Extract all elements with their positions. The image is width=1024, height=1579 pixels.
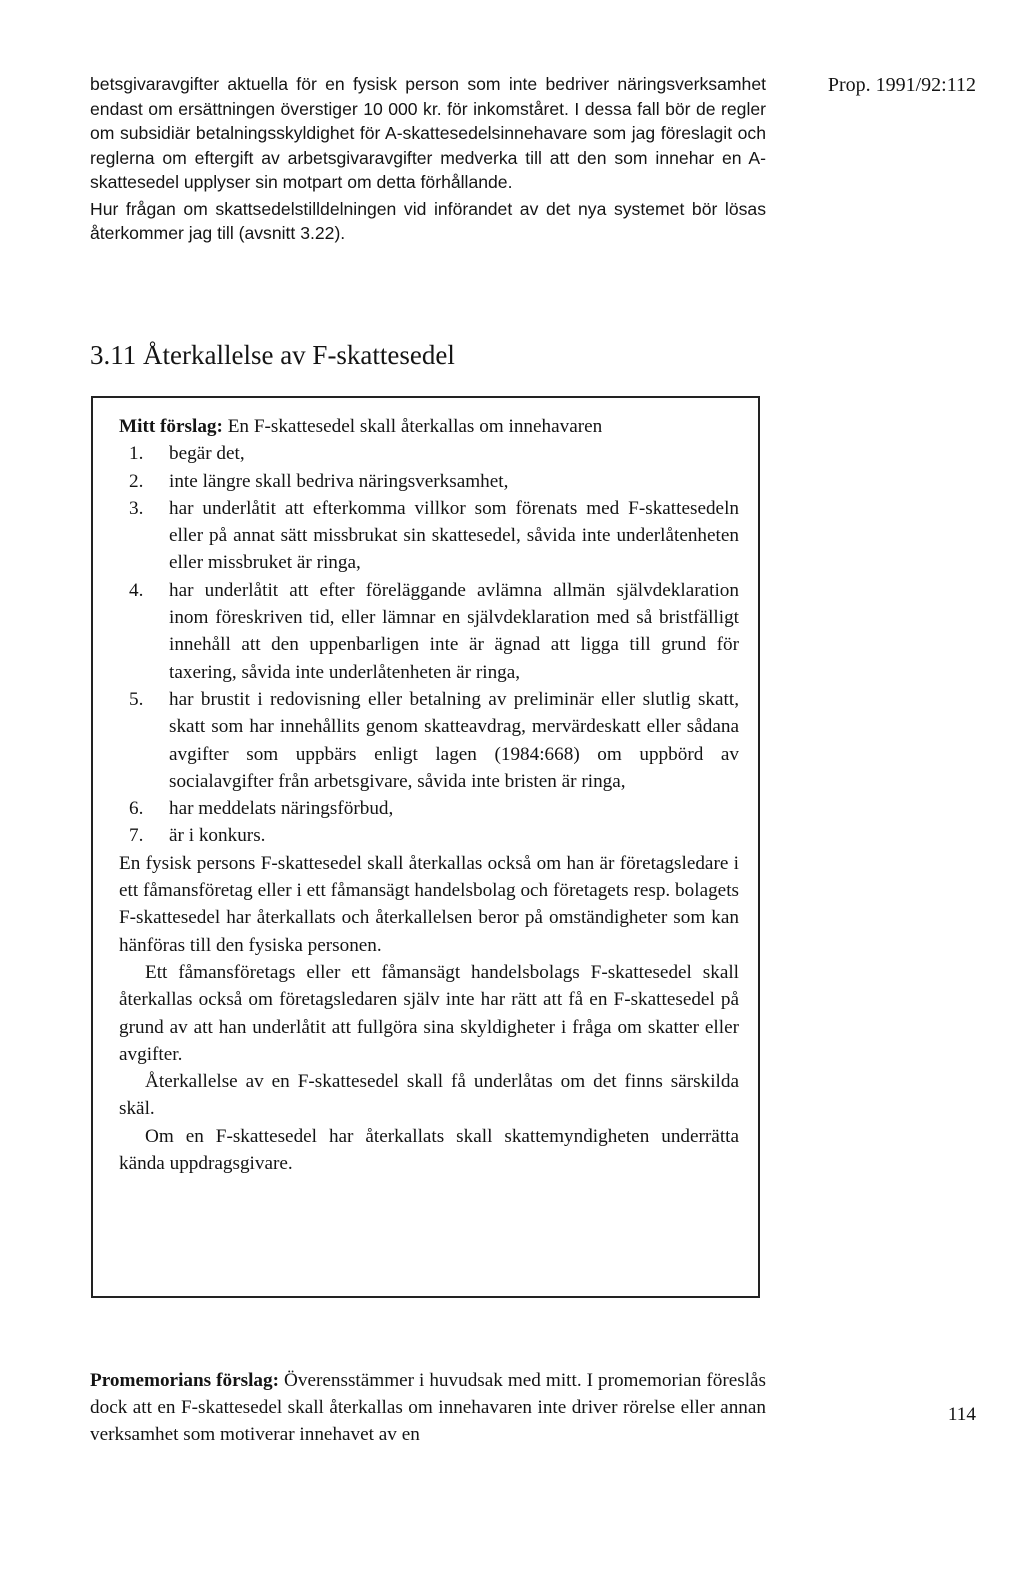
proposal-paragraph: Återkallelse av en F-skattesedel skall få underlåtas om det finns särskilda skäl.	[119, 1071, 739, 1120]
condition-text: har meddelats näringsförbud,	[169, 798, 394, 820]
conditions-list	[119, 440, 739, 849]
proposal-lead-text: En F-skattesedel skall återkallas om innehavaren	[227, 416, 603, 437]
condition-text: har brustit i redovisning eller betalning av preliminär eller slutlig skatt, skatt som har innehållits genom skatteavdrag, mervärdeskatt eller sådana avgifter som uppbärs enligt lagen (1984:668) om uppbörd av socialavgifter från arbetsgivare, såvida inte bristen är ringa,	[169, 688, 739, 792]
proposal-lead	[119, 413, 739, 440]
intro-paragraph: betsgivaravgifter aktuella för en fysisk person som inte bedriver näringsverksamhet endast om ersättningen överstiger 10 000 kr. för inkomståret. I dessa fall bör de regler om subsidiär betalningsskyldighet för A-skattesedelsinnehavare som jag föreslagit och reglerna om eftergift av arbetsgivaravgifter medverka till att den som innehar en A-skattesedel upplyser sin motpart om detta förhållande.	[90, 74, 766, 192]
condition-item	[119, 468, 739, 495]
condition-text: har underlåtit att efterkomma villkor som förenats med F-skattesedeln eller på annat sätt missbrukat sin skattesedel, såvida inte underlåtenheten eller missbruket är ringa,	[169, 497, 739, 574]
condition-number: 4.	[129, 579, 144, 601]
section-number: 3.11	[90, 340, 137, 370]
condition-item	[119, 686, 739, 795]
condition-text: inte längre skall bedriva näringsverksamhet,	[169, 470, 509, 492]
condition-text: begär det,	[169, 443, 245, 465]
proposal-label: Mitt förslag:	[119, 416, 223, 437]
memo-paragraph	[90, 1367, 766, 1448]
condition-number: 3.	[129, 497, 144, 519]
section-title: Återkallelse av F-skattesedel	[143, 340, 455, 370]
condition-item	[119, 795, 739, 822]
condition-text: är i konkurs.	[169, 825, 266, 847]
intro-text	[90, 72, 766, 246]
page-number: 114	[947, 1404, 976, 1425]
proposal-paragraph: En fysisk persons F-skattesedel skall återkallas också om han är företagsledare i ett fåmansföretag eller i ett fåmansägt handelsbolag och företagets resp. bolagets F-skattesedel har återkallats och återkallelsen beror på omständigheter som kan hänföras till den fysiska personen.	[119, 852, 739, 956]
proposal-box	[91, 396, 760, 1298]
condition-item	[119, 577, 739, 686]
memo-text: Överensstämmer i huvudsak med mitt. I promemorian föreslås dock att en F-skattesedel skall återkallas om innehavaren inte driver rörelse eller annan verksamhet som motiverar innehavet av en	[90, 1370, 767, 1446]
condition-number: 6.	[129, 798, 144, 820]
proposal-body	[119, 413, 739, 1177]
condition-number: 1.	[129, 443, 144, 465]
condition-number: 2.	[129, 470, 144, 492]
section-heading	[90, 340, 455, 371]
condition-number: 7.	[129, 825, 144, 847]
proposal-paragraph: Om en F-skattesedel har återkallats skall skattemyndigheten underrätta kända uppdragsgivare.	[119, 1125, 739, 1175]
condition-number: 5.	[129, 688, 144, 710]
running-head: Prop. 1991/92:112	[827, 74, 976, 96]
condition-item	[119, 822, 739, 849]
condition-item	[119, 440, 739, 467]
condition-item	[119, 495, 739, 577]
condition-text: har underlåtit att efter föreläggande avlämna allmän självdeklaration inom föreskriven tid, eller lämnar en självdeklaration med så bristfälligt innehåll att den uppenbarligen inte är ägnad att ligga till grund för taxering, såvida inte underlåtenheten är ringa,	[169, 579, 739, 683]
intro-paragraph: Hur frågan om skattsedelstilldelningen vid införandet av det nya systemet bör lösas återkommer jag till (avsnitt 3.22).	[90, 198, 766, 243]
proposal-paragraph: Ett fåmansföretags eller ett fåmansägt handelsbolags F-skattesedel skall återkallas också om företagsledaren själv inte har rätt att få en F-skattesedel på grund av att han underlåtit att fullgöra sina skyldigheter i fråga om skatter eller avgifter.	[119, 961, 739, 1065]
memo-label: Promemorians förslag:	[90, 1370, 280, 1392]
